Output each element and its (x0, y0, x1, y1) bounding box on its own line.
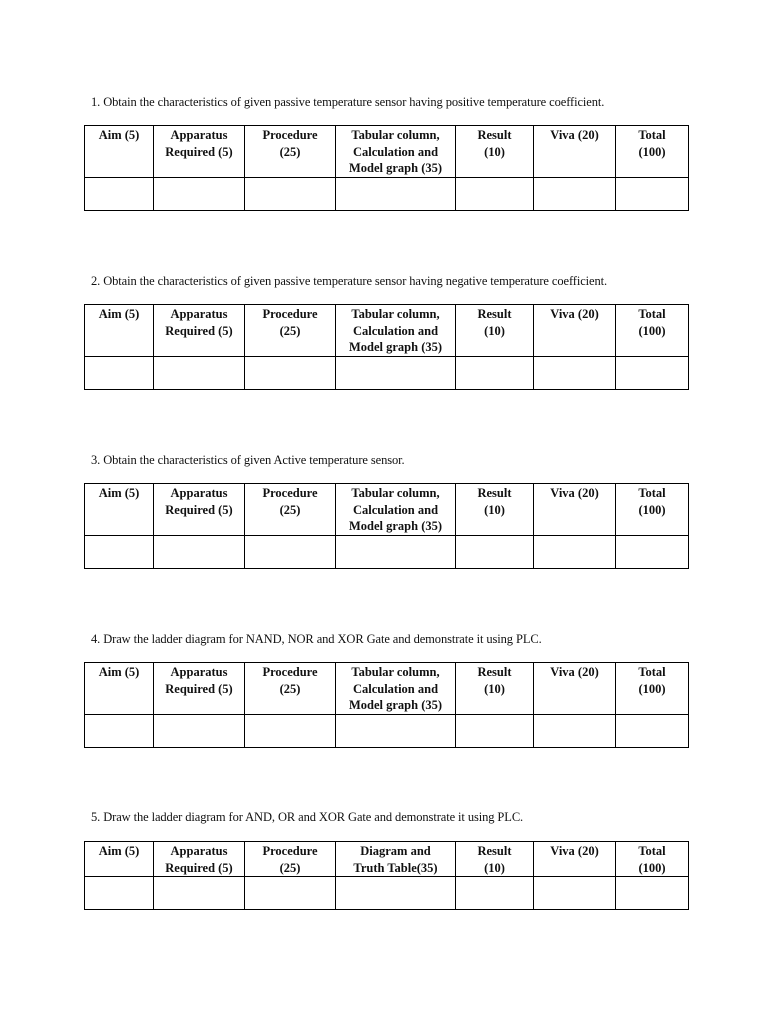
cell-apparatus[interactable] (154, 877, 245, 910)
cell-viva[interactable] (534, 714, 616, 747)
marks-row (85, 535, 689, 568)
cell-viva[interactable] (534, 356, 616, 389)
marks-row (85, 177, 689, 210)
header-apparatus: Apparatus Required (5) (154, 484, 245, 536)
header-procedure: Procedure (25) (245, 842, 336, 877)
question-2-text: 2. Obtain the characteristics of given passive temperature sensor having negative temperature coefficient. (91, 274, 608, 288)
cell-aim[interactable] (85, 877, 154, 910)
cell-total[interactable] (616, 177, 689, 210)
cell-apparatus[interactable] (154, 714, 245, 747)
header-apparatus: Apparatus Required (5) (154, 126, 245, 178)
cell-aim[interactable] (85, 535, 154, 568)
cell-apparatus[interactable] (154, 177, 245, 210)
cell-viva[interactable] (534, 877, 616, 910)
cell-procedure[interactable] (245, 877, 336, 910)
cell-aim[interactable] (85, 177, 154, 210)
header-viva: Viva (20) (534, 663, 616, 715)
header-tabular: Tabular column, Calculation and Model graph (35) (336, 663, 456, 715)
header-row (85, 126, 689, 178)
header-result: Result (10) (456, 305, 534, 357)
cell-viva[interactable] (534, 177, 616, 210)
header-viva: Viva (20) (534, 126, 616, 178)
header-tabular: Tabular column, Calculation and Model graph (35) (336, 126, 456, 178)
header-procedure: Procedure (25) (245, 305, 336, 357)
header-row (85, 305, 689, 357)
question-4-text: 4. Draw the ladder diagram for NAND, NOR and XOR Gate and demonstrate it using PLC. (91, 632, 542, 646)
header-row (85, 842, 689, 877)
header-tabular: Tabular column, Calculation and Model graph (35) (336, 305, 456, 357)
header-total: Total (100) (616, 842, 689, 877)
cell-total[interactable] (616, 535, 689, 568)
cell-tabular[interactable] (336, 356, 456, 389)
question-1-text: 1. Obtain the characteristics of given passive temperature sensor having positive temperature coefficient. (91, 95, 605, 109)
header-viva: Viva (20) (534, 305, 616, 357)
header-aim: Aim (5) (85, 484, 154, 536)
header-total: Total (100) (616, 663, 689, 715)
cell-procedure[interactable] (245, 714, 336, 747)
header-row (85, 484, 689, 536)
cell-aim[interactable] (85, 356, 154, 389)
cell-viva[interactable] (534, 535, 616, 568)
header-viva: Viva (20) (534, 842, 616, 877)
header-result: Result (10) (456, 484, 534, 536)
cell-total[interactable] (616, 714, 689, 747)
header-result: Result (10) (456, 842, 534, 877)
marks-table-1 (84, 125, 689, 211)
marks-table-3 (84, 483, 689, 569)
cell-result[interactable] (456, 356, 534, 389)
header-apparatus: Apparatus Required (5) (154, 305, 245, 357)
cell-diagram[interactable] (336, 877, 456, 910)
header-aim: Aim (5) (85, 842, 154, 877)
header-tabular: Tabular column, Calculation and Model graph (35) (336, 484, 456, 536)
cell-result[interactable] (456, 177, 534, 210)
cell-tabular[interactable] (336, 177, 456, 210)
header-apparatus: Apparatus Required (5) (154, 842, 245, 877)
cell-procedure[interactable] (245, 177, 336, 210)
cell-result[interactable] (456, 877, 534, 910)
cell-procedure[interactable] (245, 535, 336, 568)
header-total: Total (100) (616, 305, 689, 357)
question-5-text: 5. Draw the ladder diagram for AND, OR and XOR Gate and demonstrate it using PLC. (91, 810, 524, 824)
header-aim: Aim (5) (85, 663, 154, 715)
marks-table-5 (84, 841, 689, 910)
marks-table-2 (84, 304, 689, 390)
header-apparatus: Apparatus Required (5) (154, 663, 245, 715)
cell-apparatus[interactable] (154, 535, 245, 568)
header-diagram: Diagram and Truth Table(35) (336, 842, 456, 877)
cell-total[interactable] (616, 356, 689, 389)
cell-tabular[interactable] (336, 714, 456, 747)
cell-result[interactable] (456, 714, 534, 747)
marks-row (85, 714, 689, 747)
header-row (85, 663, 689, 715)
cell-total[interactable] (616, 877, 689, 910)
header-procedure: Procedure (25) (245, 126, 336, 178)
header-aim: Aim (5) (85, 305, 154, 357)
marks-row (85, 877, 689, 910)
question-3-text: 3. Obtain the characteristics of given Active temperature sensor. (91, 453, 405, 467)
cell-apparatus[interactable] (154, 356, 245, 389)
marks-row (85, 356, 689, 389)
cell-tabular[interactable] (336, 535, 456, 568)
header-result: Result (10) (456, 663, 534, 715)
cell-aim[interactable] (85, 714, 154, 747)
header-total: Total (100) (616, 126, 689, 178)
header-result: Result (10) (456, 126, 534, 178)
header-aim: Aim (5) (85, 126, 154, 178)
header-total: Total (100) (616, 484, 689, 536)
header-viva: Viva (20) (534, 484, 616, 536)
cell-procedure[interactable] (245, 356, 336, 389)
header-procedure: Procedure (25) (245, 484, 336, 536)
cell-result[interactable] (456, 535, 534, 568)
header-procedure: Procedure (25) (245, 663, 336, 715)
marks-table-4 (84, 662, 689, 748)
